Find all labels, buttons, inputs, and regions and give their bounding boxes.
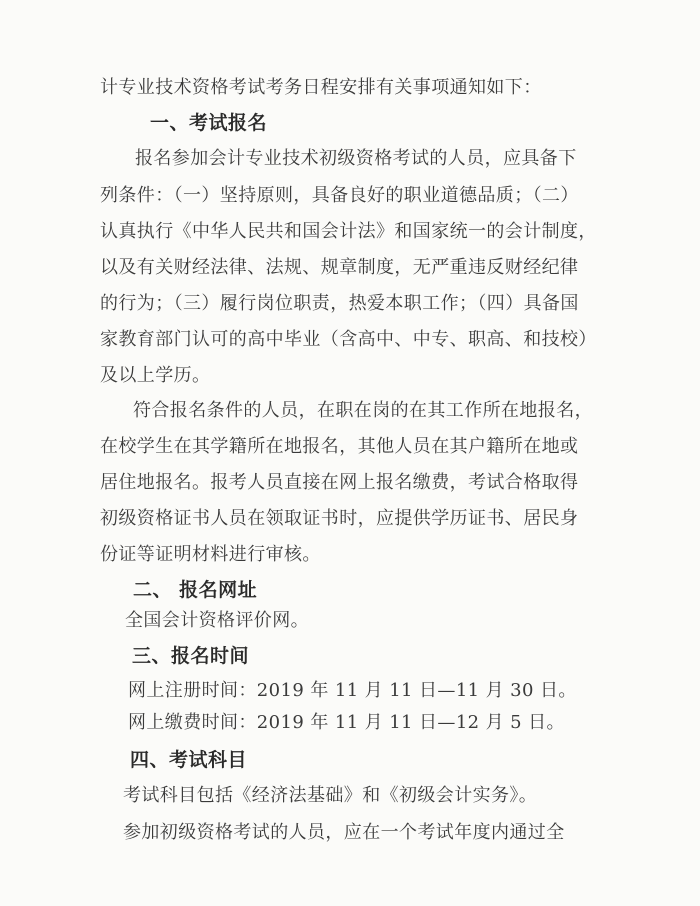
section4-heading: 四、考试科目 <box>130 749 248 771</box>
para2-line: 符合报名条件的人员，在职在岗的在其工作所在地报名， <box>133 400 593 421</box>
para1-line: 及以上学历。 <box>100 365 211 386</box>
para1-line: 家教育部门认可的高中毕业（含高中、中专、职高、和技校） <box>100 329 597 350</box>
payment-time: 网上缴费时间：2019 年 11 月 11 日—12 月 5 日。 <box>128 712 565 733</box>
para2-line: 初级资格证书人员在领取证书时，应提供学历证书、居民身 <box>100 508 579 529</box>
requirement-text: 参加初级资格考试的人员，应在一个考试年度内通过全 <box>123 822 565 843</box>
section2-text: 全国会计资格评价网。 <box>125 610 309 631</box>
para1-line: 认真执行《中华人民共和国会计法》和国家统一的会计制度， <box>100 221 597 242</box>
para2-line: 居住地报名。报考人员直接在网上报名缴费，考试合格取得 <box>100 472 579 493</box>
para1-line: 以及有关财经法律、法规、规章制度，无严重违反财经纪律 <box>100 257 579 278</box>
para2-line: 在校学生在其学籍所在地报名，其他人员在其户籍所在地或 <box>100 436 579 457</box>
subjects-text: 考试科目包括《经济法基础》和《初级会计实务》。 <box>123 785 538 806</box>
section1-heading: 一、考试报名 <box>150 112 268 134</box>
para1-line: 报名参加会计专业技术初级资格考试的人员，应具备下 <box>135 148 577 169</box>
section3-heading: 三、报名时间 <box>132 645 250 667</box>
intro-line: 计专业技术资格考试考务日程安排有关事项通知如下： <box>100 77 542 98</box>
section2-heading: 二、 报名网址 <box>133 579 258 601</box>
register-time: 网上注册时间：2019 年 11 月 11 日—11 月 30 日。 <box>128 680 577 701</box>
para1-line: 列条件：（一）坚持原则，具备良好的职业道德品质；（二） <box>100 185 579 206</box>
para2-line: 份证等证明材料进行审核。 <box>100 544 321 565</box>
para1-line: 的行为；（三）履行岗位职责，热爱本职工作；（四）具备国 <box>100 293 579 314</box>
